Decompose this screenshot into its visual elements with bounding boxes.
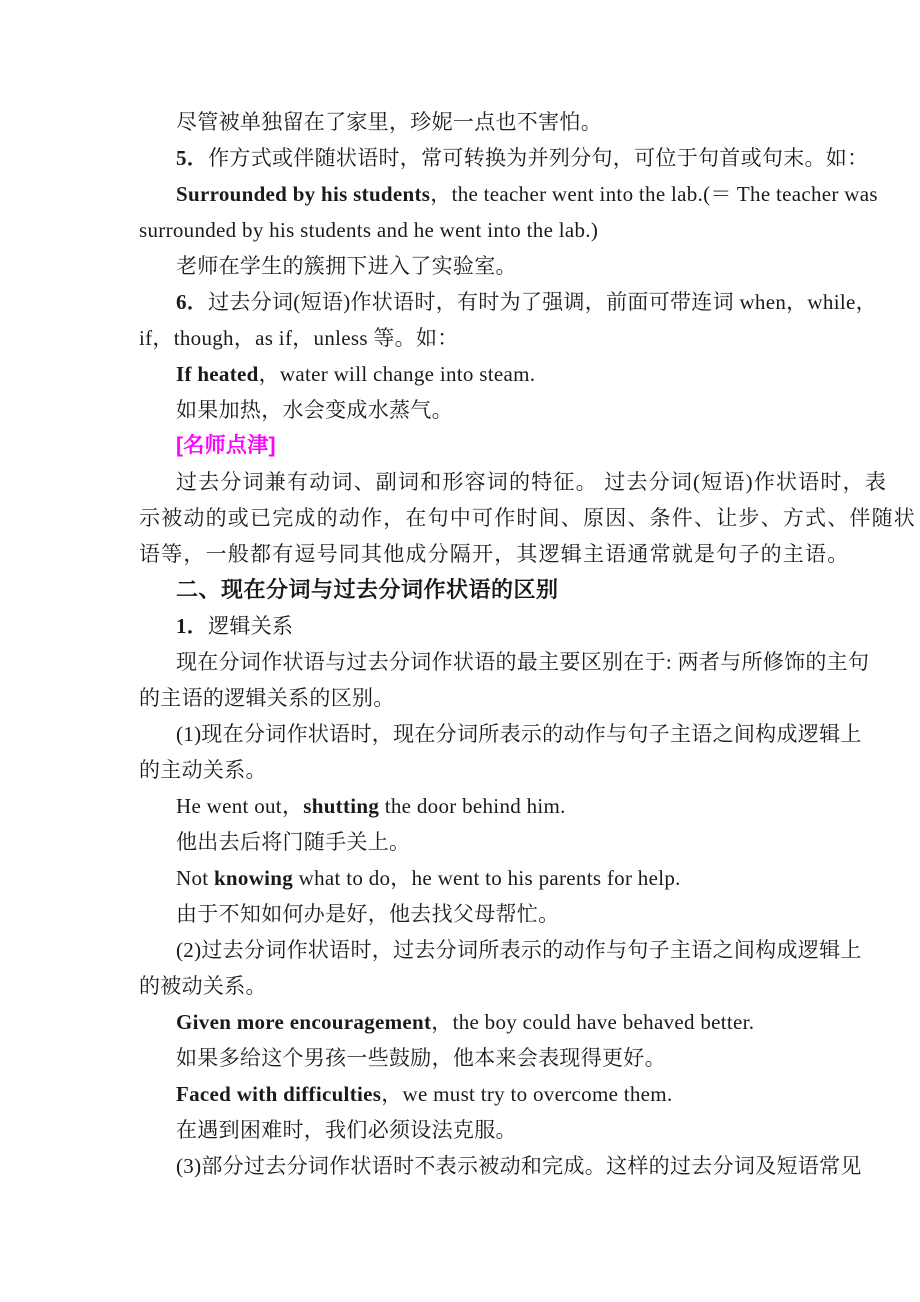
text-line (139, 320, 783, 356)
text-segment: 他出去后将门随手关上。 (176, 830, 411, 854)
text-segment: (1)现在分词作状语时，现在分词所表示的动作与句子主语之间构成逻辑上 (176, 722, 862, 746)
text-line (139, 1076, 783, 1112)
text-segment: He went out， (176, 794, 304, 818)
text-line (139, 284, 877, 320)
text-segment: (2)过去分词作状语时，过去分词所表示的动作与句子主语之间构成逻辑上 (176, 938, 862, 962)
text-line (139, 1004, 783, 1040)
text-segment: 的主语的逻辑关系的区别。 (139, 686, 395, 710)
text-line (139, 248, 783, 284)
text-line (139, 356, 783, 392)
text-segment: 现在分词作状语与过去分词作状语的最主要区别在于: 两者与所修饰的主句 (176, 650, 870, 674)
text-line (139, 968, 783, 1004)
text-segment: Not (176, 866, 214, 890)
text-line (139, 860, 783, 896)
text-segment: surrounded by his students and he went into the lab.) (139, 218, 599, 242)
text-segment: 如果多给这个男孩一些鼓励，他本来会表现得更好。 (176, 1046, 666, 1070)
text-segment: 由于不知如何办是好，他去找父母帮忙。 (176, 902, 560, 926)
text-segment: 如果加热，水会变成水蒸气。 (176, 398, 453, 422)
text-segment: 老师在学生的簇拥下进入了实验室。 (176, 254, 517, 278)
text-segment: (3)部分过去分词作状语时不表示被动和完成。这样的过去分词及短语常见 (176, 1154, 862, 1178)
emphasized-text: 5． (176, 146, 209, 170)
text-line (139, 752, 783, 788)
text-segment: the door behind him. (379, 794, 566, 818)
text-segment: ，the boy could have behaved better. (431, 1010, 755, 1034)
emphasized-text: shutting (303, 794, 380, 818)
emphasized-text: If heated (176, 362, 259, 386)
text-segment: 尽管被单独留在了家里，珍妮一点也不害怕。 (176, 110, 602, 134)
text-segment: 的被动关系。 (139, 974, 267, 998)
text-segment: ，the teacher went into the lab.(＝ The teacher was (430, 182, 878, 206)
text-line (139, 788, 783, 824)
text-segment: [名师点津] (176, 434, 276, 457)
emphasized-text: 1． (176, 614, 209, 638)
text-segment: 二、现在分词与过去分词作状语的区别 (176, 577, 559, 602)
document-text-block (139, 104, 916, 1184)
text-segment: 逻辑关系 (208, 614, 294, 638)
text-line (139, 500, 916, 536)
text-line (139, 932, 862, 968)
text-segment: ，water will change into steam. (258, 362, 536, 386)
text-line (139, 176, 878, 212)
text-segment: 过去分词兼有动词、副词和形容词的特征。 过去分词(短语)作状语时，表 (176, 470, 888, 494)
text-line (139, 464, 888, 500)
text-line (139, 104, 783, 140)
teacher-note-label (139, 428, 783, 464)
text-segment: ，we must try to overcome them. (381, 1082, 673, 1106)
text-line (139, 680, 783, 716)
text-line (139, 392, 783, 428)
emphasized-text: 6． (176, 290, 209, 314)
emphasized-text: Surrounded by his students (176, 182, 431, 206)
text-segment: 示被动的或已完成的动作，在句中可作时间、原因、条件、让步、方式、伴随状 (139, 506, 916, 530)
text-line (139, 896, 783, 932)
text-segment: 在遇到困难时，我们必须设法克服。 (176, 1118, 517, 1142)
text-line (139, 824, 783, 860)
text-line (139, 716, 862, 752)
text-line (139, 536, 850, 572)
text-segment: 的主动关系。 (139, 758, 267, 782)
emphasized-text: Given more encouragement (176, 1010, 432, 1034)
text-line (139, 212, 783, 248)
text-segment: 作方式或伴随状语时，常可转换为并列分句，可位于句首或句末。如： (208, 146, 869, 170)
emphasized-text: Faced with difficulties (176, 1082, 382, 1106)
text-line (139, 644, 870, 680)
section-heading (139, 572, 783, 608)
text-line (139, 1040, 783, 1076)
text-segment: if，though，as if，unless 等。如： (139, 326, 459, 350)
text-line (139, 1148, 862, 1184)
text-segment: 语等，一般都有逗号同其他成分隔开，其逻辑主语通常就是句子的主语。 (139, 542, 850, 566)
text-line (139, 140, 869, 176)
emphasized-text: knowing (213, 866, 294, 890)
text-segment: 过去分词(短语)作状语时，有时为了强调，前面可带连词 when，while， (208, 290, 877, 314)
text-line (139, 608, 783, 644)
text-segment: what to do，he went to his parents for help. (293, 866, 681, 890)
text-line (139, 1112, 783, 1148)
